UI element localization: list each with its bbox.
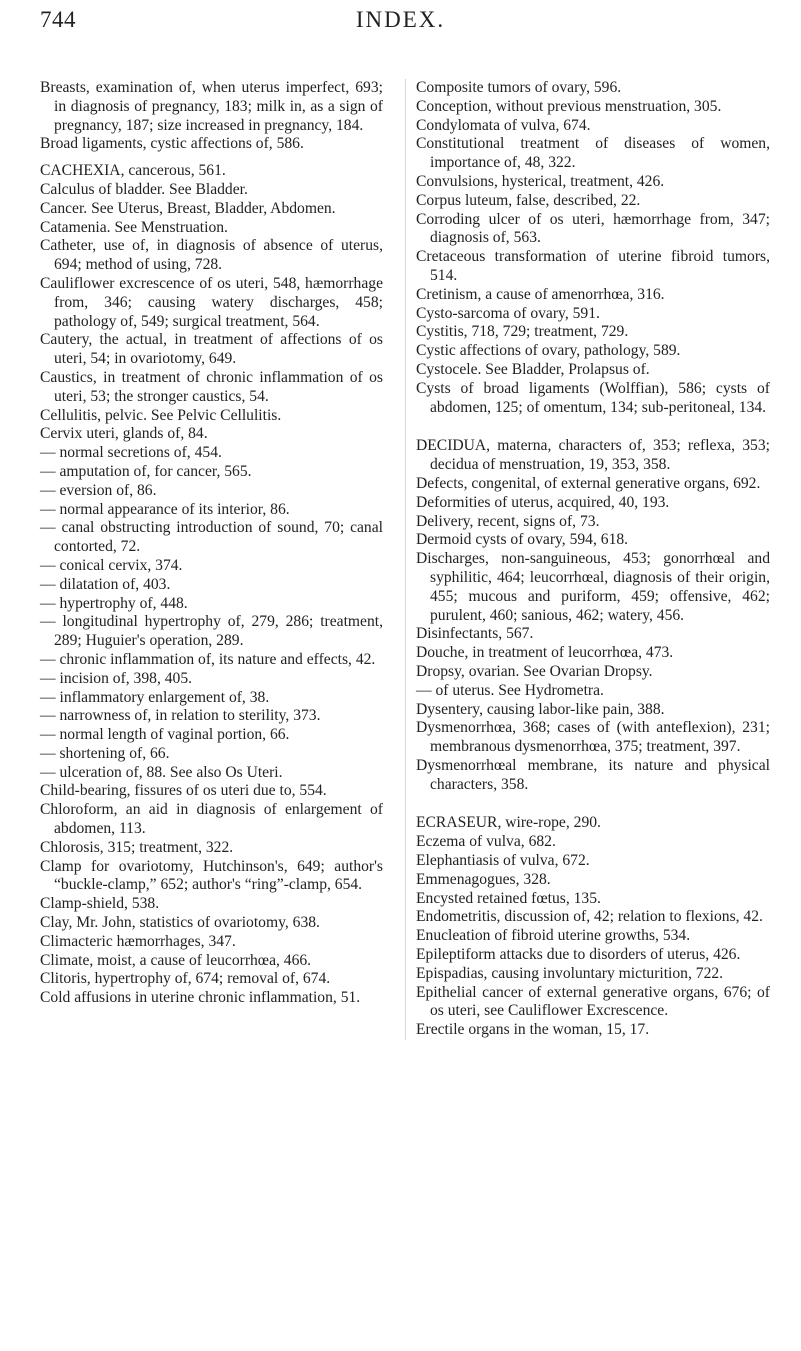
page-number: 744: [40, 7, 76, 32]
index-entry: ECRASEUR, wire-rope, 290.: [416, 814, 601, 832]
index-entry: Disinfectants, 567.: [416, 625, 534, 643]
page-title: INDEX.: [355, 7, 446, 32]
index-entry: Eczema of vulva, 682.: [416, 833, 556, 851]
index-entry: — amputation of, for cancer, 565.: [40, 462, 252, 480]
index-entry: Cervix uteri, glands of, 84.: [40, 425, 208, 443]
index-entry: Clitoris, hypertrophy of, 674; removal of, 674.: [40, 970, 331, 988]
index-entry: DECIDUA, materna, characters of, 353; reflexa, 353; decidua of menstruation, 19, 353, 358.: [416, 437, 770, 474]
index-entry: Catamenia. See Menstruation.: [40, 218, 228, 236]
index-entry: Caustics, in treatment of chronic inflammation of os uteri, 53; the stronger caustics, 54.: [40, 368, 383, 405]
index-entry: Chloroform, an aid in diagnosis of enlargement of abdomen, 113.: [40, 801, 383, 838]
index-entry: Cautery, the actual, in treatment of affections of os uteri, 54; in ovariotomy, 649.: [40, 331, 383, 368]
index-entry: Cretaceous transformation of uterine fibroid tumors, 514.: [416, 248, 770, 284]
index-entry: — hypertrophy of, 448.: [40, 594, 188, 612]
index-entry: Breasts, examination of, when uterus imperfect, 693; in diagnosis of pregnancy, 183; milk in, as a sign of pregnancy, 187; size increased in pregnancy, 184.: [40, 79, 383, 134]
index-entry: Cold affusions in uterine chronic inflammation, 51.: [40, 989, 361, 1007]
index-entry: — longitudinal hypertrophy of, 279, 286; treatment, 289; Huguier's operation, 289.: [40, 613, 383, 650]
index-entry: Cysts of broad ligaments (Wolffian), 586; cysts of abdomen, 125; of omentum, 134; sub-peritoneal, 134.: [416, 379, 770, 416]
index-entry: Cancer. See Uterus, Breast, Bladder, Abdomen.: [40, 199, 336, 217]
index-entry: Cystic affections of ovary, pathology, 589.: [416, 342, 681, 360]
index-entry: Broad ligaments, cystic affections of, 586.: [40, 135, 304, 153]
index-entry: Dermoid cysts of ovary, 594, 618.: [416, 531, 629, 549]
index-entry: — eversion of, 86.: [40, 481, 157, 499]
index-entry: Delivery, recent, signs of, 73.: [416, 512, 600, 530]
index-entry: Elephantiasis of vulva, 672.: [416, 852, 590, 870]
index-entry: Constitutional treatment of diseases of women, importance of, 48, 322.: [416, 135, 770, 172]
index-entry: Clamp for ovariotomy, Hutchinson's, 649; author's “buckle-clamp,” 652; author's “ring”-clamp, 654.: [40, 857, 383, 894]
index-entry: — ulceration of, 88. See also Os Uteri.: [40, 763, 283, 781]
index-entry: Conception, without previous menstruation, 305.: [416, 97, 722, 115]
index-column-right: [405, 79, 770, 1040]
index-entry: Douche, in treatment of leucorrhœa, 473.: [416, 644, 674, 662]
index-entry: — normal length of vaginal portion, 66.: [40, 726, 290, 744]
index-column-left: [40, 79, 383, 1008]
index-entry: Cretinism, a cause of amenorrhœa, 316.: [416, 285, 665, 303]
index-entry: — normal secretions of, 454.: [40, 444, 222, 462]
index-entry: Calculus of bladder. See Bladder.: [40, 180, 248, 198]
index-entry: Corroding ulcer of os uteri, hæmorrhage from, 347; diagnosis of, 563.: [416, 210, 770, 247]
index-entry: Epileptiform attacks due to disorders of uterus, 426.: [416, 946, 741, 964]
index-entry: Cysto-sarcoma of ovary, 591.: [416, 304, 600, 322]
index-entry: Discharges, non-sanguineous, 453; gonorrhœal and syphilitic, 464; leucorrhœal, diagnosis of their origin, 455; mucous and puriform, 459; offensive, 462; purulent, 460; sanious, 462; watery, 456.: [416, 550, 770, 624]
index-entry: Cystocele. See Bladder, Prolapsus of.: [416, 360, 650, 378]
index-entry: Composite tumors of ovary, 596.: [416, 79, 622, 96]
index-entry: Cellulitis, pelvic. See Pelvic Cellulitis.: [40, 406, 282, 424]
index-entry: Emmenagogues, 328.: [416, 870, 551, 888]
index-entry: Corpus luteum, false, described, 22.: [416, 191, 641, 209]
index-entry: — of uterus. See Hydrometra.: [416, 681, 604, 699]
index-entry: — normal appearance of its interior, 86.: [40, 500, 290, 518]
index-entry: — incision of, 398, 405.: [40, 669, 193, 687]
index-entry: — inflammatory enlargement of, 38.: [40, 688, 270, 706]
index-entry: — narrowness of, in relation to sterility, 373.: [40, 707, 321, 725]
index-entry: Climate, moist, a cause of leucorrhœa, 466.: [40, 951, 312, 969]
index-entry: Climacteric hæmorrhages, 347.: [40, 932, 236, 950]
index-entry: Endometritis, discussion of, 42; relation to flexions, 42.: [416, 908, 763, 926]
index-entry: Erectile organs in the woman, 15, 17.: [416, 1021, 650, 1039]
index-entry: Condylomata of vulva, 674.: [416, 116, 591, 134]
index-entry: — canal obstructing introduction of sound, 70; canal contorted, 72.: [40, 519, 383, 556]
index-entry: Child-bearing, fissures of os uteri due to, 554.: [40, 782, 327, 800]
index-entry: Encysted retained fœtus, 135.: [416, 889, 601, 907]
index-entry: Dysmenorrhœal membrane, its nature and physical characters, 358.: [416, 756, 770, 793]
index-entry: Chlorosis, 315; treatment, 322.: [40, 838, 234, 856]
index-entry: Clamp-shield, 538.: [40, 895, 160, 913]
index-entry: Dropsy, ovarian. See Ovarian Dropsy.: [416, 662, 653, 680]
index-entry: Defects, congenital, of external generative organs, 692.: [416, 474, 761, 492]
index-entry: Epispadias, causing involuntary micturition, 722.: [416, 964, 724, 982]
page-header: [0, 0, 801, 40]
index-entry: — dilatation of, 403.: [40, 575, 171, 593]
index-entry: — shortening of, 66.: [40, 744, 170, 762]
index-entry: Catheter, use of, in diagnosis of absence of uterus, 694; method of using, 728.: [40, 237, 383, 274]
index-entry: — conical cervix, 374.: [40, 556, 183, 574]
index-entry: — chronic inflammation of, its nature and effects, 42.: [40, 650, 376, 668]
index-entry: Epithelial cancer of external generative organs, 676; of os uteri, see Cauliflower Excrescence.: [416, 983, 770, 1020]
index-entry: CACHEXIA, cancerous, 561.: [40, 162, 226, 180]
index-entry: Clay, Mr. John, statistics of ovariotomy, 638.: [40, 914, 320, 932]
index-entry: Cystitis, 718, 729; treatment, 729.: [416, 323, 629, 341]
index-entry: Deformities of uterus, acquired, 40, 193.: [416, 493, 670, 511]
index-entry: Convulsions, hysterical, treatment, 426.: [416, 172, 665, 190]
index-entry: Dysmenorrhœa, 368; cases of (with anteflexion), 231; membranous dysmenorrhœa, 375; treatment, 397.: [416, 719, 770, 756]
index-entry: Cauliflower excrescence of os uteri, 548, hæmorrhage from, 346; causing watery discharges, 458; pathology of, 549; surgical treatment, 564.: [40, 274, 383, 330]
index-entry: Dysentery, causing labor-like pain, 388.: [416, 700, 665, 718]
index-entry: Enucleation of fibroid uterine growths, 534.: [416, 927, 691, 945]
